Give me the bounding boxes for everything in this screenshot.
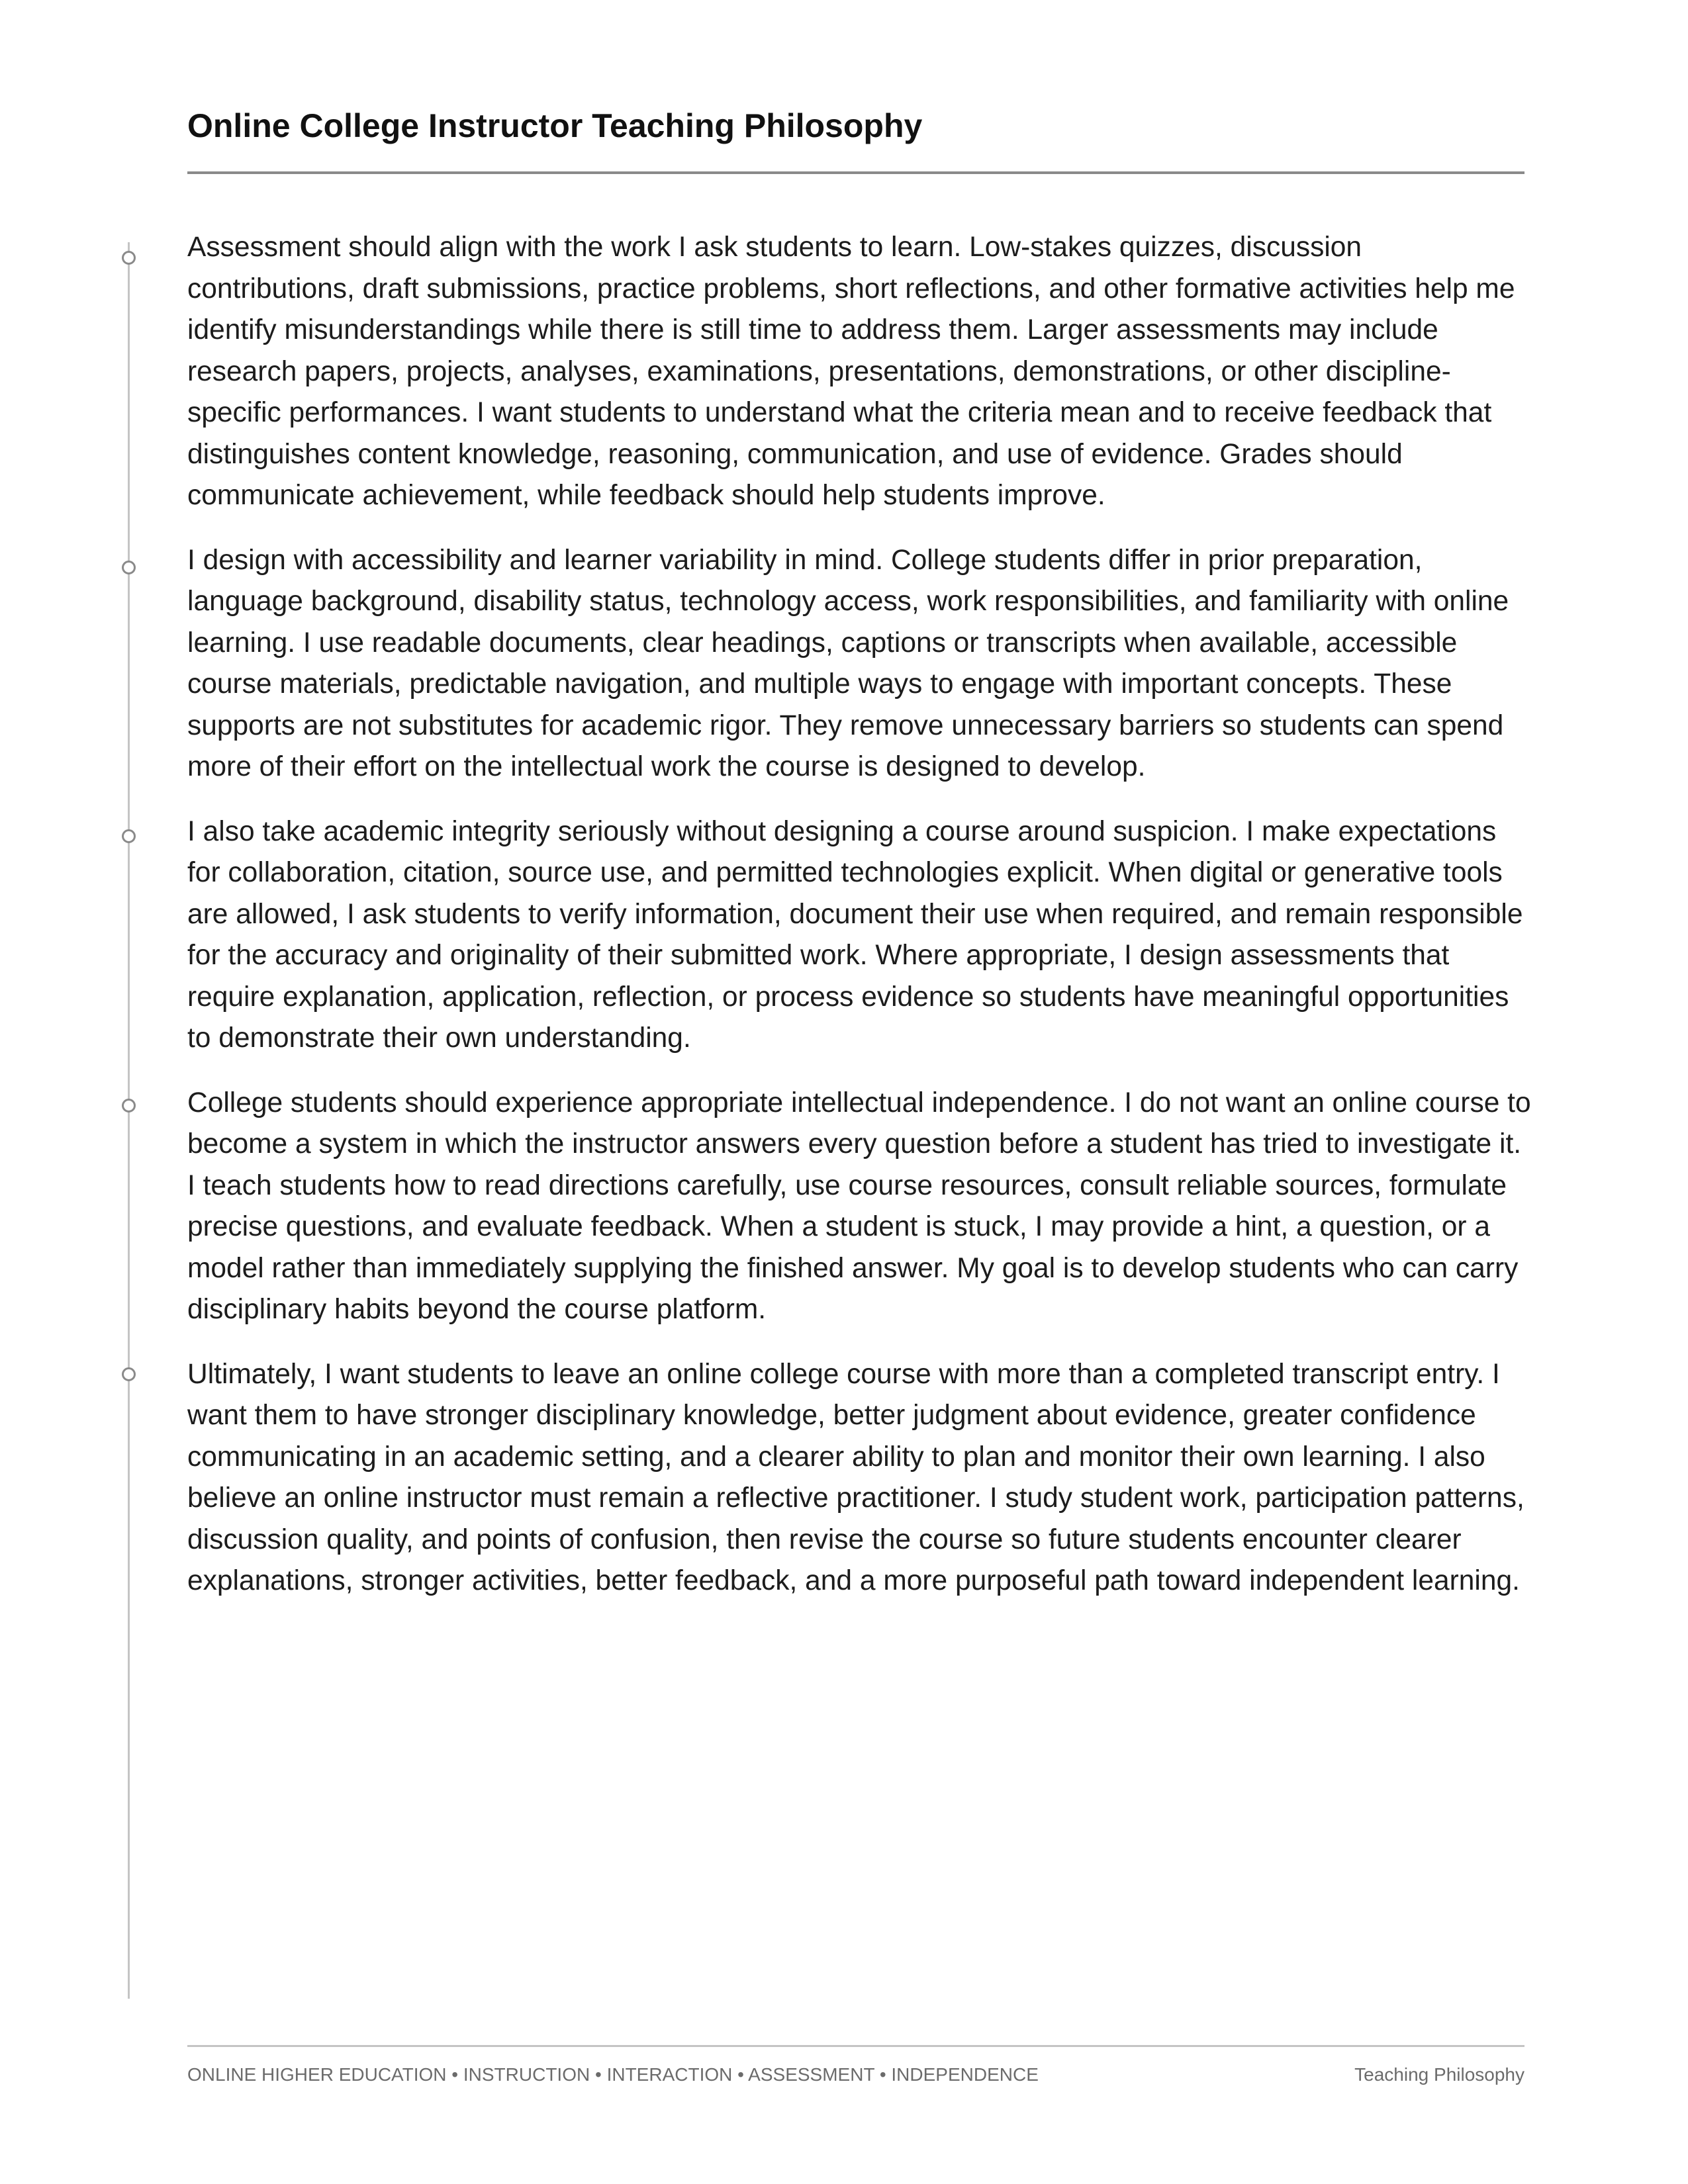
paragraph-assessment: Assessment should align with the work I ask students to learn. Low-stakes quizzes, discussion contributions, draft submissions, practice problems, short reflections, and other formative activities help me identify misunderstandings while there is still time to address them. Larger assessments may include research papers, projects, analyses, examinations, presentations, demonstrations, or other discipline-specific performances. I want students to understand what the criteria mean and to receive feedback that distinguishes content knowledge, reasoning, communication, and use of evidence. Grades should communicate achievement, while feedback should help students improve. [187,232,1515,511]
footer-keywords: ONLINE HIGHER EDUCATION • INSTRUCTION • INTERACTION • ASSESSMENT • INDEPENDENCE [187,2064,1039,2085]
paragraph-academic-integrity: I also take academic integrity seriously without designing a course around suspicion. I make expectations for collaboration, citation, source use, and permitted technologies explicit. When digital or generative tools are allowed, I ask students to verify information, document their use when required, and remain responsible for the accuracy and originality of their submitted work. Where appropriate, I design assessments that require explanation, application, reflection, or process evidence so students have meaningful opportunities to demonstrate their own understanding. [187,815,1523,1054]
timeline-line [128,242,130,1999]
page-title: Online College Instructor Teaching Philosophy [187,107,923,144]
timeline-marker-icon [122,251,136,265]
body-text [187,227,1534,1625]
timeline-marker-icon [122,1099,136,1113]
timeline-marker-icon [122,1367,136,1381]
paragraph-conclusion: Ultimately, I want students to leave an online college course with more than a completed transcript entry. I want them to have stronger disciplinary knowledge, better judgment about evidence, greater confidence communicating in an academic setting, and a clearer ability to plan and monitor their own learning. I also believe an online instructor must remain a reflective practitioner. I study student work, participation patterns, discussion quality, and points of confusion, then revise the course so future students encounter clearer explanations, stronger activities, better feedback, and a more purposeful path toward independent learning. [187,1358,1524,1596]
title-divider [187,171,1524,174]
footer-divider [187,2045,1524,2047]
paragraph-accessibility: I design with accessibility and learner variability in mind. College students differ in prior preparation, language background, disability status, technology access, work responsibilities, and familiarity with online learning. I use readable documents, clear headings, captions or transcripts when available, accessible course materials, predictable navigation, and multiple ways to engage with important concepts. These supports are not substitutes for academic rigor. They remove unnecessary barriers so students can spend more of their effort on the intellectual work the course is designed to develop. [187,544,1509,782]
footer-running-title: Teaching Philosophy [1354,2064,1524,2085]
timeline-marker-icon [122,829,136,843]
paragraph-independence: College students should experience appropriate intellectual independence. I do not want an online course to become a system in which the instructor answers every question before a student has tried to investigate it. I teach students how to read directions carefully, use course resources, consult reliable sources, formulate precise questions, and evaluate feedback. When a student is stuck, I may provide a hint, a question, or a model rather than immediately supplying the finished answer. My goal is to develop students who can carry disciplinary habits beyond the course platform. [187,1087,1531,1325]
timeline-marker-icon [122,561,136,574]
